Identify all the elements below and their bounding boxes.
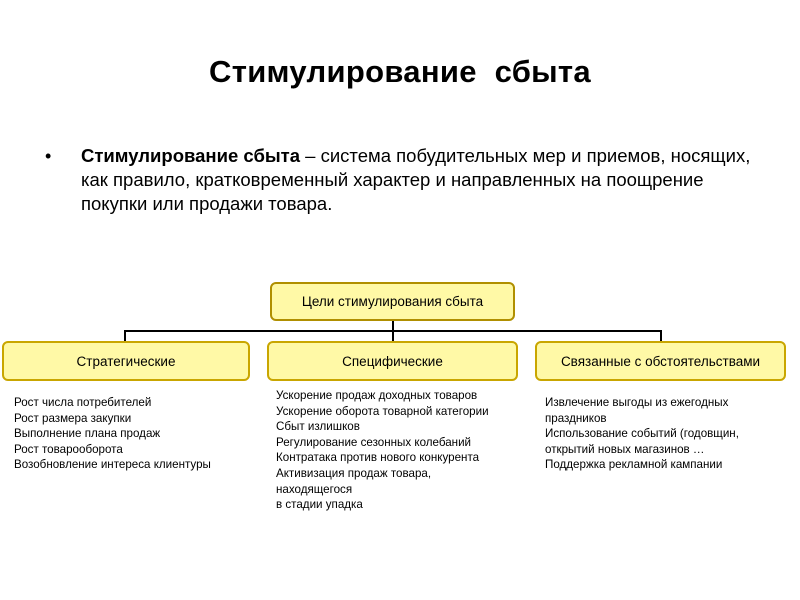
bullet-glyph: • (45, 146, 52, 166)
list-item: Контратака против нового конкурента (276, 451, 480, 465)
list-item: Поддержка рекламной кампании (545, 458, 723, 472)
specific-goals-list (276, 388, 489, 513)
slide-title: Стимулирование сбыта (209, 54, 591, 89)
list-item: Возобновление интереса клиентуры (14, 458, 211, 472)
list-item: Рост размера закупки (14, 411, 132, 425)
strategic-goals-list (14, 395, 211, 473)
list-item: в стадии упадка (276, 498, 363, 512)
list-item: Ускорение оборота товарной категории (276, 404, 489, 418)
branch-label: Специфические (342, 353, 443, 369)
branch-label: Стратегические (76, 353, 176, 369)
list-item: находящегося (276, 482, 353, 496)
list-item: Выполнение плана продаж (14, 427, 161, 441)
list-item: Использование событий (годовщин, (545, 427, 739, 441)
list-item: Сбыт излишков (276, 420, 360, 434)
list-item: открытий новых магазинов … (545, 442, 705, 456)
list-item: Ускорение продаж доходных товаров (276, 389, 478, 402)
circumstantial-goals-list (545, 395, 739, 473)
branch-node-strategic (2, 341, 250, 381)
list-item: Рост товарооборота (14, 442, 123, 456)
list-item: Извлечение выгоды из ежегодных (545, 396, 729, 409)
list-item: праздников (545, 411, 607, 425)
list-item: Рост числа потребителей (14, 396, 152, 409)
root-node-label: Цели стимулирования сбыта (301, 294, 484, 309)
definition-text (81, 144, 761, 216)
definition-term: Стимулирование сбыта (81, 145, 301, 166)
branch-label: Связанные с обстоятельствами (560, 353, 761, 369)
list-item: Активизация продаж товара, (276, 466, 432, 480)
branch-node-circumstantial (535, 341, 786, 381)
root-node (270, 282, 515, 321)
definition-body: – система побудительных мер и приемов, носящих, как правило, кратковременный характер и направленных на поощрение покупки или продажи товара. (81, 145, 751, 214)
list-item: Регулирование сезонных колебаний (276, 435, 472, 449)
branch-node-specific (267, 341, 518, 381)
